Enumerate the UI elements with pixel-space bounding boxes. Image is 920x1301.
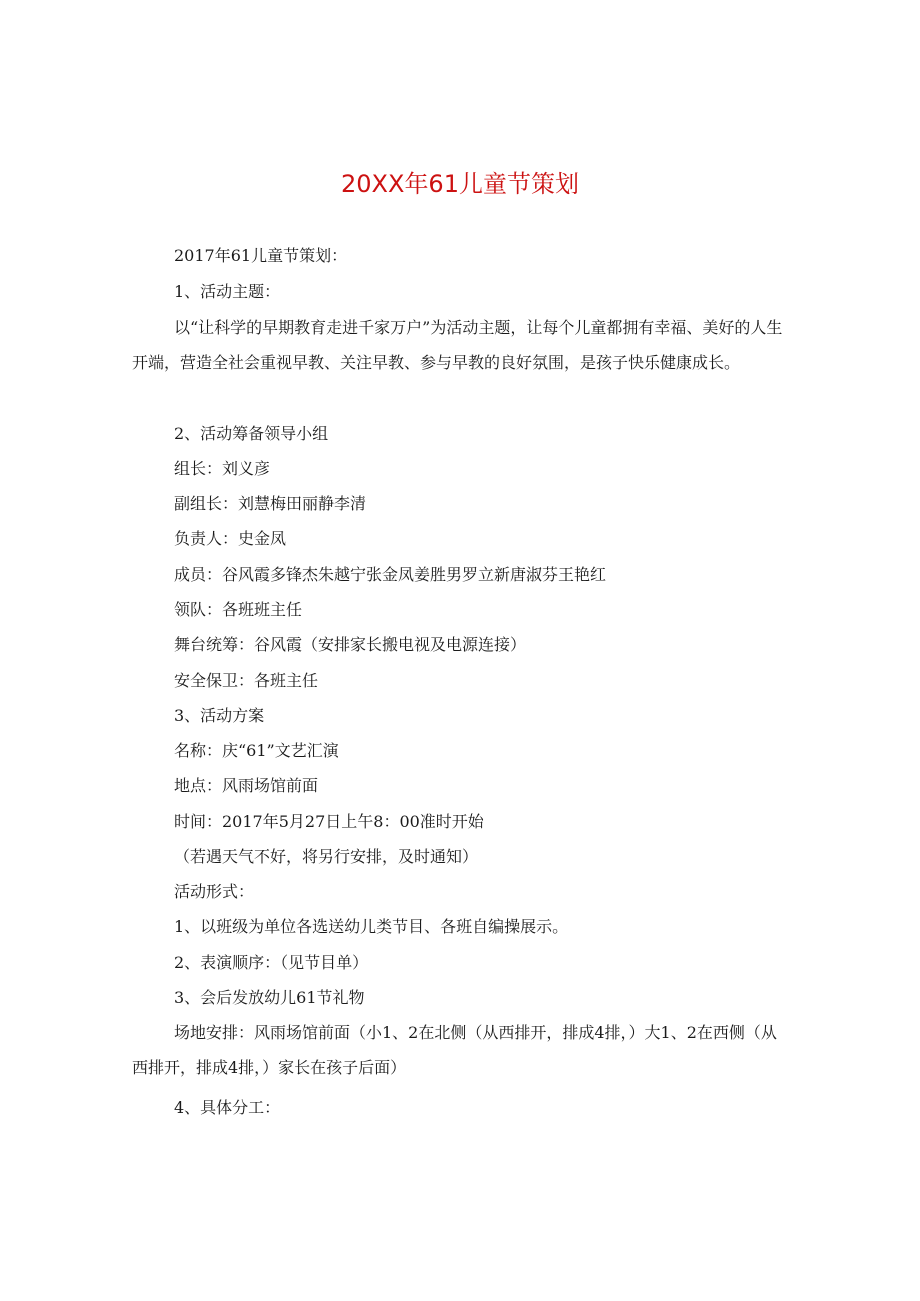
activity-form-item-2: 2、表演顺序：（见节目单）: [174, 953, 369, 972]
stage-coordinator-line: 舞台统筹：谷风霞（安排家长搬电视及电源连接）: [174, 635, 527, 654]
document-title: 20XX年61儿童节策划: [341, 170, 579, 198]
plan-heading: 2017年61儿童节策划：: [174, 246, 348, 265]
event-location-line: 地点：风雨场馆前面: [174, 776, 319, 795]
deputy-leader-line: 副组长：刘慧梅田丽静李清: [174, 494, 367, 513]
theme-paragraph: 以“让科学的早期教育走进千家万户”为活动主题，让每个儿童都拥有幸福、美好的人生开端，营造全社会重视早教、关注早教、参与早教的良好氛围，是孩子快乐健康成长。: [132, 318, 783, 372]
event-time-line: 时间：2017年5月27日上午8：00准时开始: [174, 812, 484, 831]
section-plan-heading: 3、活动方案: [174, 706, 265, 725]
security-line: 安全保卫：各班主任: [174, 671, 319, 690]
activity-form-item-1: 1、以班级为单位各选送幼儿类节目、各班自编操展示。: [174, 917, 569, 936]
section-committee-heading: 2、活动筹备领导小组: [174, 424, 329, 443]
section-division-heading: 4、具体分工：: [174, 1098, 281, 1117]
person-in-charge-line: 负责人：史金凤: [174, 529, 287, 548]
venue-arrangement-paragraph: 场地安排：风雨场馆前面（小1、2在北侧（从西排开，排成4排，）大1、2在西侧（从西排开，排成4排，）家长在孩子后面）: [132, 1023, 777, 1077]
weather-note-line: （若遇天气不好，将另行安排，及时通知）: [174, 847, 479, 866]
leader-line: 组长：刘义彦: [174, 459, 271, 478]
members-line: 成员：谷风霞多锋杰朱越宁张金凤姜胜男罗立新唐淑芬王艳红: [174, 565, 607, 584]
team-lead-line: 领队：各班班主任: [174, 600, 303, 619]
activity-form-heading: 活动形式：: [174, 882, 255, 901]
section-theme-heading: 1、活动主题：: [174, 282, 281, 301]
activity-form-item-3: 3、会后发放幼儿61节礼物: [174, 988, 365, 1007]
event-name-line: 名称：庆“61”文艺汇演: [174, 741, 339, 760]
